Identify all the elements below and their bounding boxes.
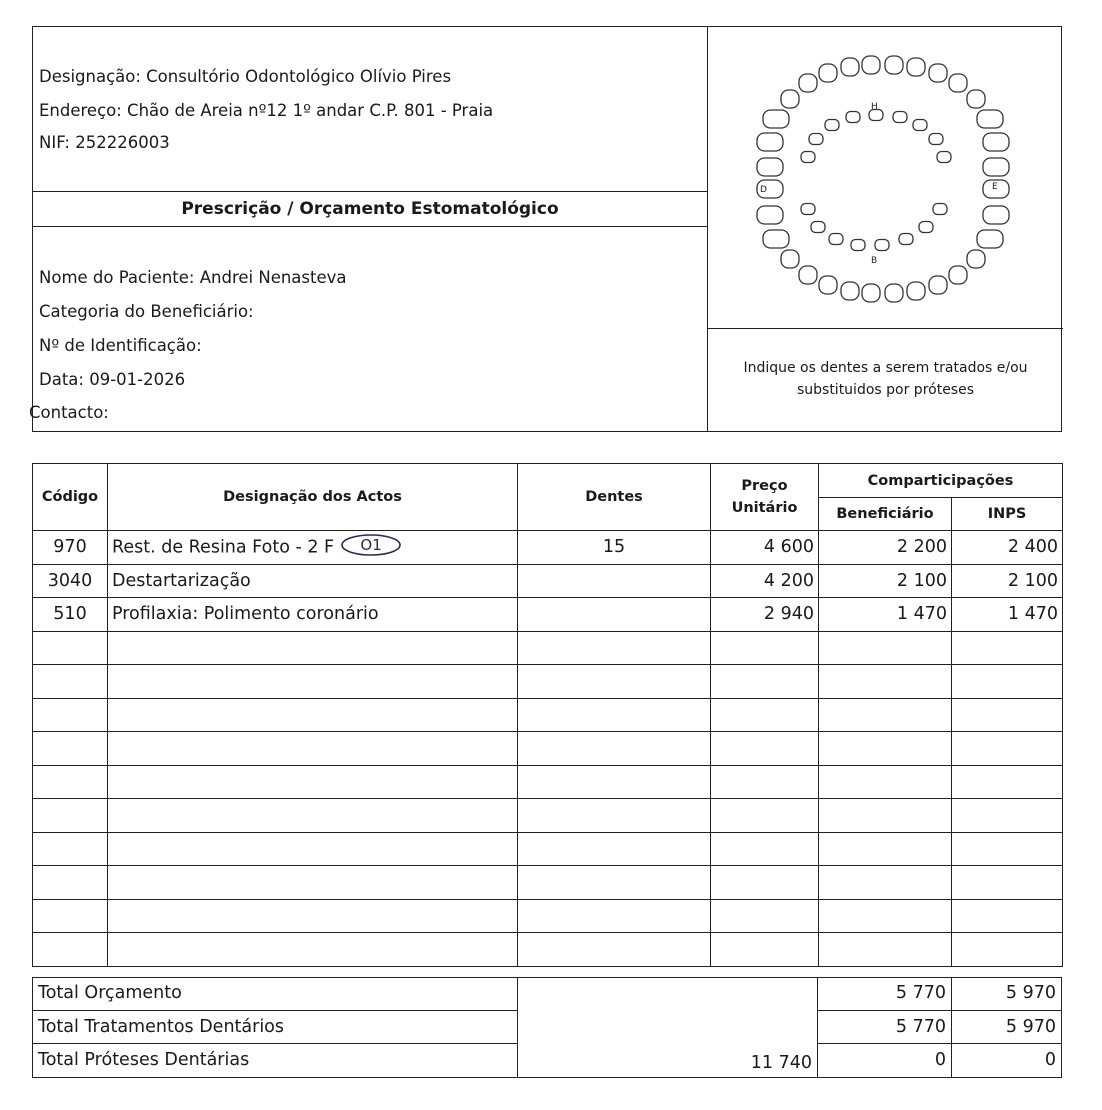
tooth-u7[interactable]: [862, 56, 880, 74]
cell-beneficiario: [819, 765, 952, 799]
tooth-u0[interactable]: [757, 158, 783, 176]
cell-inps: [952, 564, 1063, 598]
total-tratamentos-inps: 5 970: [951, 1011, 1062, 1045]
cell-inps: [952, 832, 1063, 866]
tooth-il7[interactable]: [933, 204, 947, 215]
designacao-value: Rest. de Resina Foto - 2 F: [112, 537, 335, 558]
teeth-diagram[interactable]: [708, 27, 1060, 327]
inps-value: 1 470: [1007, 604, 1058, 625]
handwritten-mark-text: O1: [360, 535, 382, 554]
cell-preco: [711, 665, 819, 699]
totals-block: [32, 977, 1062, 1078]
inps-value: 2 100: [1007, 570, 1058, 591]
cell-codigo: [33, 866, 108, 900]
beneficiario-value: 1 470: [896, 604, 947, 625]
table-row: [33, 933, 1063, 967]
cell-inps: [952, 899, 1063, 933]
tooth-il5[interactable]: [899, 234, 913, 245]
tooth-l12[interactable]: [967, 250, 985, 268]
table-row: [33, 799, 1063, 833]
tooth-u11[interactable]: [949, 74, 967, 92]
tooth-iu5[interactable]: [893, 112, 907, 123]
patient-date: Data: 09-01-2026: [39, 370, 186, 389]
tooth-l4[interactable]: [799, 266, 817, 284]
total-tratamentos-label: Total Tratamentos Dentários: [32, 1011, 518, 1045]
cell-dentes: [518, 598, 711, 632]
tooth-iu1[interactable]: [809, 134, 823, 145]
tooth-u4[interactable]: [799, 74, 817, 92]
clinic-address: Endereço: Chão de Areia nº12 1º andar C.P. 801 - Praia: [39, 101, 494, 120]
patient-contact: Contacto:: [29, 403, 109, 422]
cell-codigo: [33, 899, 108, 933]
cell-codigo: [33, 531, 108, 565]
cell-preco: [711, 732, 819, 766]
cell-dentes: [518, 799, 711, 833]
tooth-il4[interactable]: [875, 240, 889, 251]
cell-preco: [711, 531, 819, 565]
tooth-l1[interactable]: [757, 206, 783, 224]
cell-inps: [952, 631, 1063, 665]
table-row: [33, 832, 1063, 866]
table-row: [33, 765, 1063, 799]
cell-codigo: [33, 765, 108, 799]
cell-dentes: [518, 866, 711, 900]
handwritten-mark: [340, 533, 402, 562]
table-row: [33, 598, 1063, 632]
table-row: [33, 866, 1063, 900]
header-comparticipacoes: Comparticipações: [819, 464, 1063, 498]
cell-designacao: [108, 698, 518, 732]
cell-dentes: [518, 564, 711, 598]
cell-designacao: [108, 665, 518, 699]
cell-preco: [711, 832, 819, 866]
total-orcamento-label: Total Orçamento: [32, 977, 518, 1011]
cell-codigo: [33, 799, 108, 833]
header-designacao: Designação dos Actos: [108, 464, 518, 531]
chart-label-right: D: [760, 185, 767, 195]
total-proteses-beneficiario: 0: [817, 1044, 952, 1078]
table-row: [33, 531, 1063, 565]
cell-designacao: [108, 765, 518, 799]
clinic-designation: Designação: Consultório Odontológico Olívio Pires: [39, 67, 452, 86]
cell-designacao: [108, 631, 518, 665]
cell-beneficiario: [819, 531, 952, 565]
cell-dentes: [518, 765, 711, 799]
cell-beneficiario: [819, 732, 952, 766]
tooth-iu2[interactable]: [825, 120, 839, 131]
totals-top-border: [32, 977, 1062, 978]
table-row: [33, 665, 1063, 699]
tooth-iu8[interactable]: [937, 152, 951, 163]
cell-preco: [711, 598, 819, 632]
cell-inps: [952, 531, 1063, 565]
cell-codigo: [33, 598, 108, 632]
header-dentes: Dentes: [518, 464, 711, 531]
tooth-u5[interactable]: [819, 64, 837, 82]
cell-beneficiario: [819, 665, 952, 699]
tooth-l5[interactable]: [819, 276, 837, 294]
tooth-iu6[interactable]: [913, 120, 927, 131]
codigo-value: 970: [53, 537, 87, 558]
cell-codigo: [33, 732, 108, 766]
tooth-l11[interactable]: [949, 266, 967, 284]
cell-designacao: [108, 531, 518, 565]
tooth-u8[interactable]: [885, 56, 903, 74]
acts-table: [32, 463, 1063, 967]
beneficiario-value: 2 100: [896, 570, 947, 591]
tooth-u1[interactable]: [757, 133, 783, 151]
cell-inps: [952, 866, 1063, 900]
designacao-value: Destartarização: [112, 570, 251, 591]
tooth-iu0[interactable]: [801, 152, 815, 163]
cell-dentes: [518, 732, 711, 766]
cell-beneficiario: [819, 631, 952, 665]
table-row: [33, 631, 1063, 665]
total-orcamento-inps: 5 970: [951, 977, 1062, 1011]
chart-label-left: E: [992, 182, 998, 192]
cell-dentes: [518, 698, 711, 732]
cell-preco: [711, 933, 819, 967]
tooth-l10[interactable]: [929, 276, 947, 294]
header-preco: Preço Unitário: [711, 464, 819, 531]
tooth-l13[interactable]: [977, 230, 1003, 248]
header-codigo: Código: [33, 464, 108, 531]
acts-table-body: [33, 531, 1063, 967]
cell-designacao: [108, 832, 518, 866]
cell-inps: [952, 933, 1063, 967]
cell-codigo: [33, 631, 108, 665]
cell-designacao: [108, 598, 518, 632]
clinic-nif: NIF: 252226003: [39, 133, 170, 152]
cell-beneficiario: [819, 698, 952, 732]
tooth-u14[interactable]: [983, 133, 1009, 151]
tooth-u2[interactable]: [763, 110, 789, 128]
total-orcamento-beneficiario: 5 770: [817, 977, 952, 1011]
chart-label-upper: H: [871, 102, 878, 112]
cell-preco: [711, 698, 819, 732]
tooth-iu7[interactable]: [929, 134, 943, 145]
tooth-il1[interactable]: [811, 222, 825, 233]
tooth-u12[interactable]: [967, 90, 985, 108]
table-row: [33, 732, 1063, 766]
tooth-il6[interactable]: [919, 222, 933, 233]
codigo-value: 510: [53, 604, 87, 625]
cell-dentes: [518, 899, 711, 933]
designacao-value: Profilaxia: Polimento coronário: [112, 604, 379, 625]
cell-dentes: [518, 531, 711, 565]
inps-value: 2 400: [1007, 537, 1058, 558]
header-box: [29, 26, 1062, 432]
total-proteses-label: Total Próteses Dentárias: [32, 1044, 518, 1078]
cell-inps: [952, 732, 1063, 766]
tooth-l6[interactable]: [841, 282, 859, 300]
cell-preco: [711, 866, 819, 900]
cell-beneficiario: [819, 933, 952, 967]
form-title: Prescrição / Orçamento Estomatológico: [33, 191, 707, 227]
chart-caption: Indique os dentes a serem tratados e/ou substituidos por próteses: [743, 360, 1028, 398]
cell-beneficiario: [819, 899, 952, 933]
tooth-l7[interactable]: [862, 284, 880, 302]
patient-category: Categoria do Beneficiário:: [39, 302, 254, 321]
patient-name: Nome do Paciente: Andrei Nenasteva: [39, 268, 347, 287]
patient-id: Nº de Identificação:: [39, 336, 202, 355]
cell-preco: [711, 799, 819, 833]
dental-chart[interactable]: [708, 27, 1063, 329]
codigo-value: 3040: [47, 570, 93, 591]
preco-value: 2 940: [763, 604, 814, 625]
total-proteses-total: 11 740: [517, 977, 818, 1078]
cell-beneficiario: [819, 564, 952, 598]
cell-codigo: [33, 832, 108, 866]
tooth-u3[interactable]: [781, 90, 799, 108]
chart-label-lower: B: [871, 256, 878, 266]
tooth-u15[interactable]: [983, 158, 1009, 176]
tooth-l2[interactable]: [763, 230, 789, 248]
table-row: [33, 564, 1063, 598]
cell-preco: [711, 899, 819, 933]
tooth-l14[interactable]: [983, 206, 1009, 224]
cell-designacao: [108, 564, 518, 598]
beneficiario-value: 2 200: [896, 537, 947, 558]
clinic-info-panel: [29, 27, 708, 431]
tooth-iu3[interactable]: [846, 112, 860, 123]
total-proteses-inps: 0: [951, 1044, 1062, 1078]
cell-beneficiario: [819, 832, 952, 866]
cell-designacao: [108, 866, 518, 900]
cell-inps: [952, 765, 1063, 799]
dentes-value: 15: [602, 537, 626, 558]
cell-codigo: [33, 933, 108, 967]
preco-value: 4 200: [763, 570, 814, 591]
cell-designacao: [108, 899, 518, 933]
tooth-l3[interactable]: [781, 250, 799, 268]
cell-dentes: [518, 665, 711, 699]
tooth-il3[interactable]: [851, 240, 865, 251]
cell-dentes: [518, 933, 711, 967]
cell-codigo: [33, 564, 108, 598]
cell-designacao: [108, 732, 518, 766]
cell-dentes: [518, 832, 711, 866]
cell-designacao: [108, 933, 518, 967]
cell-designacao: [108, 799, 518, 833]
table-row: [33, 698, 1063, 732]
cell-codigo: [33, 665, 108, 699]
tooth-u13[interactable]: [977, 110, 1003, 128]
tooth-u9[interactable]: [907, 58, 925, 76]
cell-preco: [711, 765, 819, 799]
tooth-il2[interactable]: [829, 234, 843, 245]
tooth-u6[interactable]: [841, 58, 859, 76]
cell-beneficiario: [819, 799, 952, 833]
cell-dentes: [518, 631, 711, 665]
dental-chart-panel: [708, 27, 1063, 431]
preco-value: 4 600: [763, 537, 814, 558]
cell-inps: [952, 665, 1063, 699]
header-beneficiario: Beneficiário: [819, 498, 952, 531]
cell-preco: [711, 631, 819, 665]
tooth-il0[interactable]: [801, 204, 815, 215]
cell-codigo: [33, 698, 108, 732]
table-row: [33, 899, 1063, 933]
tooth-l8[interactable]: [885, 284, 903, 302]
cell-beneficiario: [819, 598, 952, 632]
cell-inps: [952, 698, 1063, 732]
cell-preco: [711, 564, 819, 598]
tooth-l9[interactable]: [907, 282, 925, 300]
cell-inps: [952, 799, 1063, 833]
cell-inps: [952, 598, 1063, 632]
cell-beneficiario: [819, 866, 952, 900]
header-inps: INPS: [952, 498, 1063, 531]
tooth-u10[interactable]: [929, 64, 947, 82]
total-tratamentos-beneficiario: 5 770: [817, 1011, 952, 1045]
